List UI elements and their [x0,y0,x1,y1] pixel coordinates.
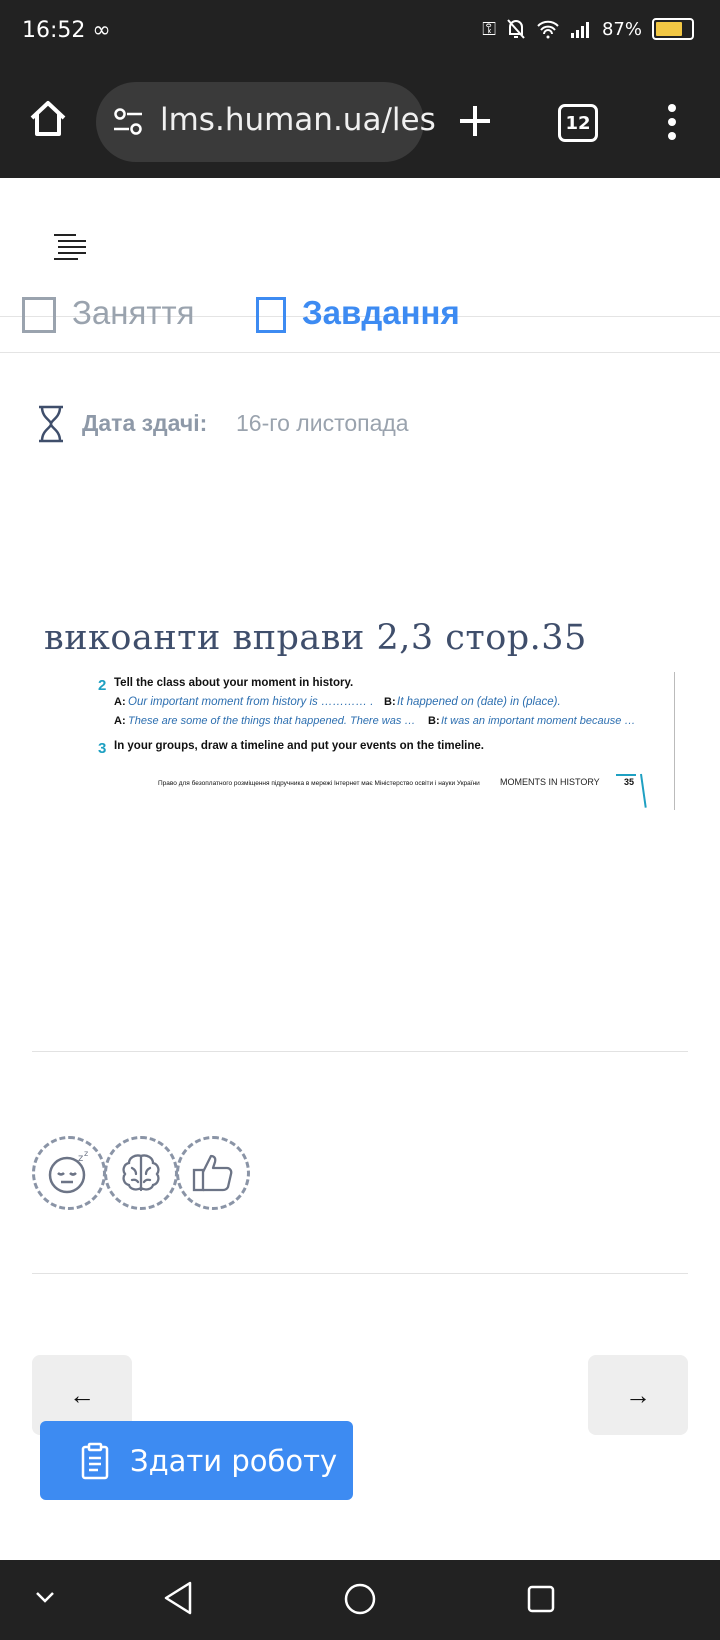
battery-fill [656,22,682,36]
svg-text:z: z [78,1153,84,1164]
copyright-notice: Право для безоплатного розміщення підручника в мережі Інтернет має Міністерство освіти і науки України [158,780,480,787]
thumbs-up-icon [190,1150,236,1196]
next-button[interactable]: → [588,1355,688,1435]
home-icon[interactable] [28,98,68,138]
page-marker-line [616,774,636,776]
submit-work-button[interactable] [40,1421,353,1500]
exercise-3-number: 3 [98,740,107,757]
chevron-down-icon[interactable] [34,1590,56,1604]
clipboard-icon [256,297,286,333]
reaction-sleepy-button[interactable] [32,1136,106,1210]
divider [32,1273,688,1274]
brain-icon [118,1150,164,1196]
dialog-b1-label: B: [384,696,396,708]
url-text[interactable]: lms.human.ua/les [160,102,436,138]
book-icon [22,297,56,333]
tab-assignments[interactable]: Завдання [256,294,460,333]
page-marker-line [640,774,646,808]
textbook-excerpt-image [92,672,676,812]
tab-strip [0,294,720,353]
divider [32,1051,688,1052]
svg-text:z: z [84,1149,89,1158]
plus-icon[interactable] [458,104,492,138]
sleepy-face-icon [45,1149,93,1197]
previous-button[interactable]: ← [32,1355,132,1435]
clipboard-list-icon [80,1442,110,1480]
reaction-brain-button[interactable] [104,1136,178,1210]
key-icon: ⚿ [482,18,496,40]
hourglass-icon [36,404,66,444]
wifi-icon [536,19,560,39]
dialog-a2-label: A: [114,715,126,727]
dialog-a1-text: Our important moment from history is ………… . [128,696,374,708]
section-name: MOMENTS IN HISTORY [500,777,600,787]
due-date-value: 16-го листопада [236,410,409,436]
page-edge [674,672,675,810]
exercise-2-title: Tell the class about your moment in history. [114,677,354,689]
exercise-3-title: In your groups, draw a timeline and put your events on the timeline. [114,740,484,752]
submit-work-label: Здати роботу [130,1443,338,1478]
dialog-b1-text: It happened on (date) in (place). [397,696,561,708]
battery-icon [652,18,694,40]
battery-percent: 87% [601,18,642,40]
recents-square-icon[interactable] [526,1584,556,1614]
status-icons [482,18,694,40]
tab-count-button[interactable]: 12 [558,104,598,142]
menu-lines-icon[interactable] [52,233,88,263]
status-time: 16:52 ∞ [22,18,111,43]
tab-lessons[interactable]: Заняття [22,294,194,333]
page-number: 35 [624,777,635,787]
dialog-b2-text: It was an important moment because … [441,715,636,727]
dialog-a2-text: These are some of the things that happened. There was … [128,715,416,727]
dialog-a1-label: A: [114,696,126,708]
due-date-label: Дата здачі: [82,410,208,436]
home-circle-icon[interactable] [343,1582,377,1616]
more-vert-icon[interactable] [664,102,680,142]
reaction-like-button[interactable] [176,1136,250,1210]
infinity-icon: ∞ [92,18,111,43]
exercise-2-number: 2 [98,677,107,694]
dialog-b2-label: B: [428,715,440,727]
bell-off-icon [506,18,526,40]
tune-icon[interactable] [112,108,144,136]
task-title: викоанти вправи 2,3 стор.35 [44,618,587,658]
back-triangle-icon[interactable] [162,1580,194,1616]
signal-icon [570,19,592,39]
